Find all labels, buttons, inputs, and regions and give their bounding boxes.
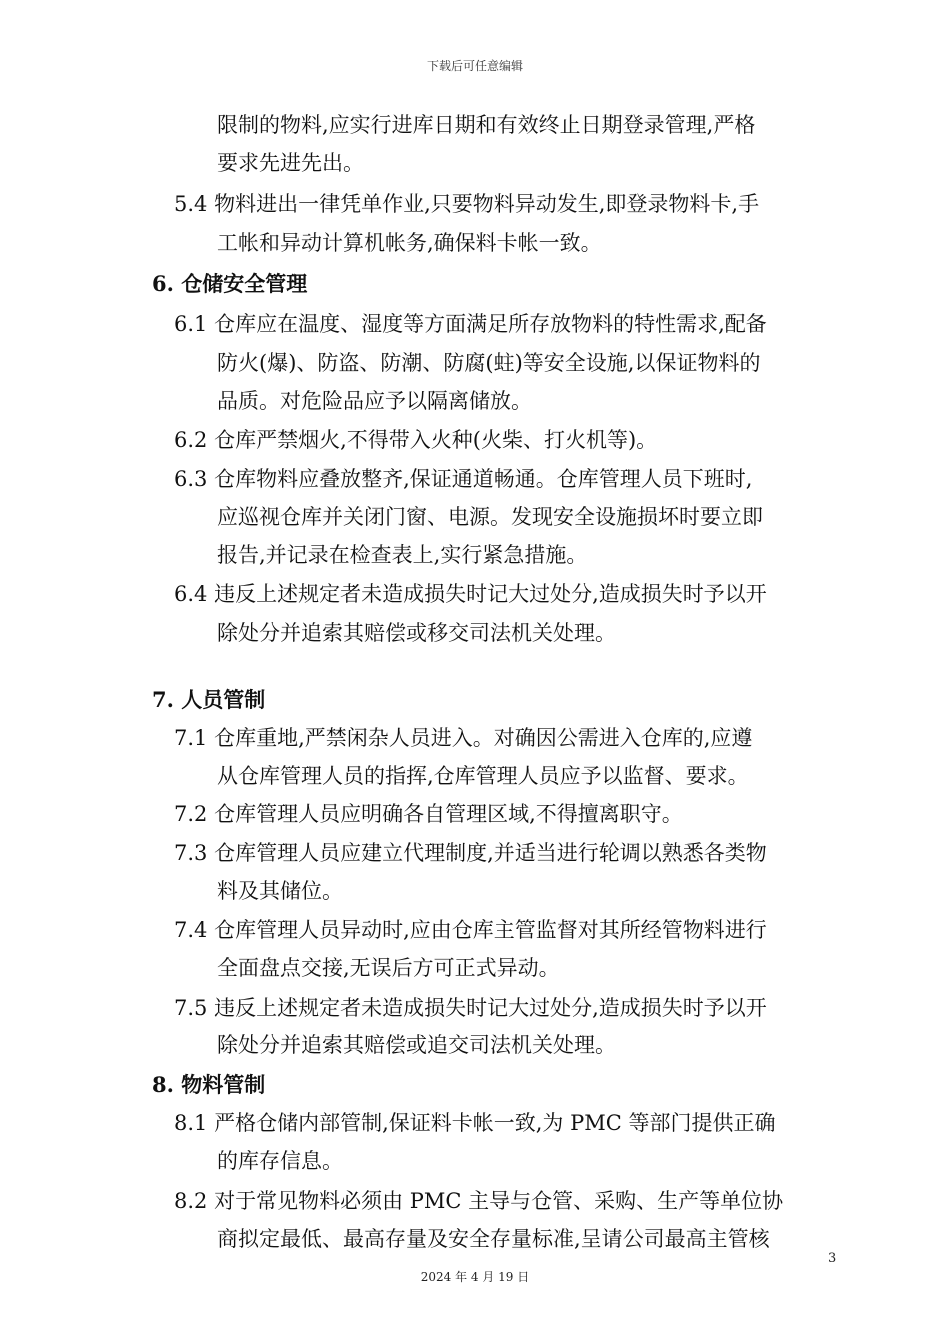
list-item-continuation: 报告,并记录在检查表上,实行紧急措施。 bbox=[217, 543, 588, 567]
list-item-continuation: 除处分并追索其赔偿或追交司法机关处理。 bbox=[217, 1033, 616, 1057]
list-item-continuation: 品质。对危险品应予以隔离储放。 bbox=[217, 389, 532, 413]
list-item-continuation: 全面盘点交接,无误后方可正式异动。 bbox=[217, 956, 560, 980]
list-item: 7.1 仓库重地,严禁闲杂人员进入。对确因公需进入仓库的,应遵 bbox=[174, 726, 753, 750]
page-number: 3 bbox=[828, 1251, 837, 1266]
section-heading: 7. 人员管制 bbox=[152, 687, 266, 712]
list-item: 7.5 违反上述规定者未造成损失时记大过处分,造成损失时予以开 bbox=[174, 996, 767, 1020]
list-item-continuation: 限制的物料,应实行进库日期和有效终止日期登录管理,严格 bbox=[217, 113, 756, 137]
list-item-continuation: 防火(爆)、防盗、防潮、防腐(蛀)等安全设施,以保证物料的 bbox=[217, 351, 761, 375]
list-item: 7.2 仓库管理人员应明确各自管理区域,不得擅离职守。 bbox=[174, 802, 683, 826]
list-item: 5.4 物料进出一律凭单作业,只要物料异动发生,即登录物料卡,手 bbox=[174, 192, 760, 216]
list-item-continuation: 商拟定最低、最高存量及安全存量标准,呈请公司最高主管核 bbox=[217, 1227, 770, 1251]
list-item-continuation: 工帐和异动计算机帐务,确保料卡帐一致。 bbox=[217, 231, 602, 255]
list-item: 6.2 仓库严禁烟火,不得带入火种(火柴、打火机等)。 bbox=[174, 428, 658, 452]
page-header: 下载后可任意编辑 bbox=[426, 59, 523, 73]
list-item-continuation: 料及其储位。 bbox=[217, 879, 343, 903]
list-item: 7.4 仓库管理人员异动时,应由仓库主管监督对其所经管物料进行 bbox=[174, 918, 767, 942]
list-item: 6.3 仓库物料应叠放整齐,保证通道畅通。仓库管理人员下班时, bbox=[174, 467, 753, 491]
section-heading: 8. 物料管制 bbox=[152, 1072, 266, 1097]
list-item-continuation: 的库存信息。 bbox=[217, 1149, 343, 1173]
list-item-continuation: 要求先进先出。 bbox=[217, 151, 364, 175]
list-item-continuation: 除处分并追索其赔偿或移交司法机关处理。 bbox=[217, 621, 616, 645]
list-item-continuation: 从仓库管理人员的指挥,仓库管理人员应予以监督、要求。 bbox=[217, 764, 749, 788]
footer-date: 2024 年 4 月 19 日 bbox=[420, 1270, 530, 1284]
list-item: 8.1 严格仓储内部管制,保证料卡帐一致,为 PMC 等部门提供正确 bbox=[174, 1111, 776, 1135]
list-item: 7.3 仓库管理人员应建立代理制度,并适当进行轮调以熟悉各类物 bbox=[174, 841, 767, 865]
list-item-continuation: 应巡视仓库并关闭门窗、电源。发现安全设施损坏时要立即 bbox=[217, 505, 763, 529]
list-item: 6.4 违反上述规定者未造成损失时记大过处分,造成损失时予以开 bbox=[174, 582, 767, 606]
list-item: 8.2 对于常见物料必须由 PMC 主导与仓管、采购、生产等单位协 bbox=[174, 1189, 784, 1213]
list-item: 6.1 仓库应在温度、湿度等方面满足所存放物料的特性需求,配备 bbox=[174, 312, 767, 336]
section-heading: 6. 仓储安全管理 bbox=[152, 271, 308, 296]
